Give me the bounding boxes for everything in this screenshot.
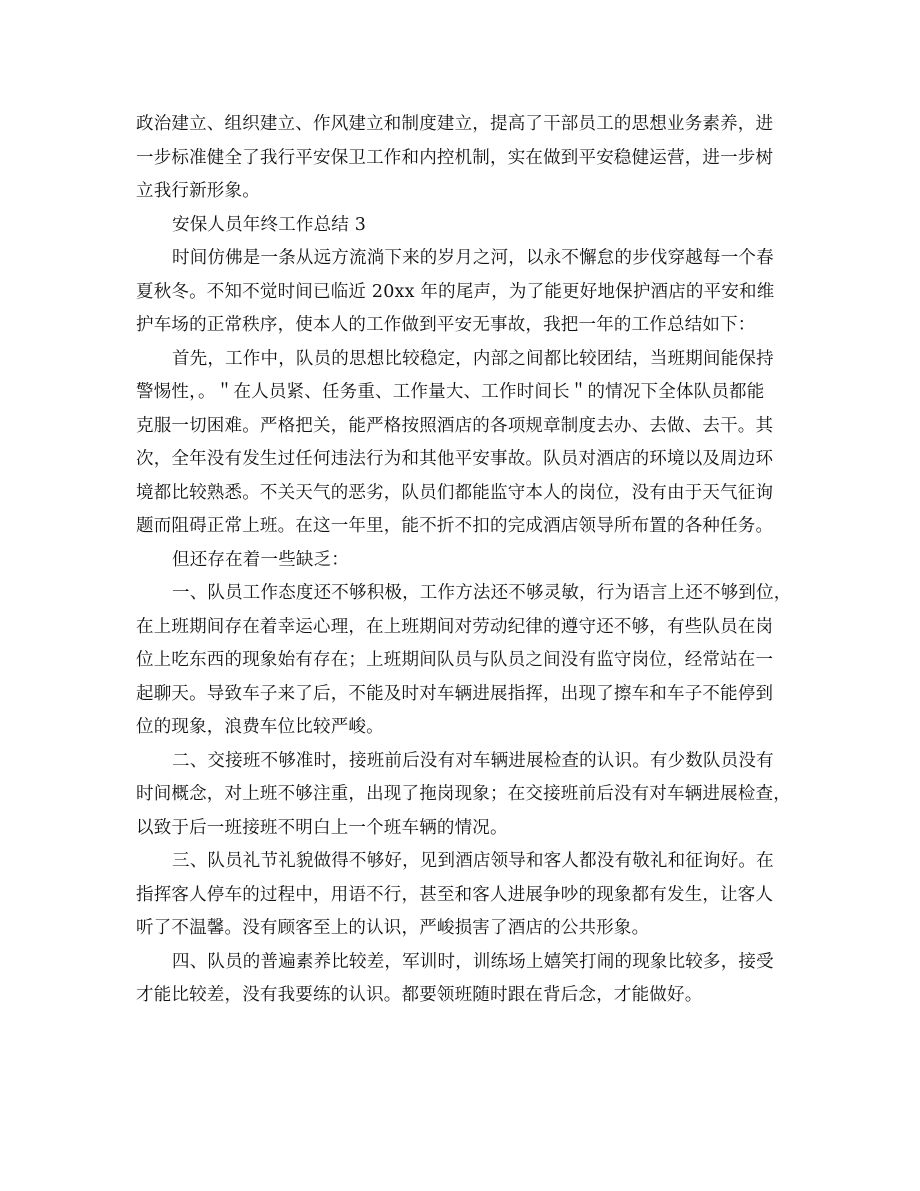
text-line: 境都比较熟悉。不关天气的恶劣，队员们都能监守本人的岗位，没有由于天气征询	[136, 482, 774, 503]
section-heading	[136, 209, 796, 243]
paragraph-3	[136, 544, 796, 578]
paragraph-5	[136, 745, 796, 846]
paragraph-6	[136, 845, 796, 946]
heading-text: 安保人员年终工作总结 3	[172, 214, 367, 235]
text-line: 位的现象，浪费车位比较严峻。	[136, 717, 384, 737]
paragraph-7	[136, 946, 796, 1013]
text-line: 二、交接班不够准时，接班前后没有对车辆进展检查的认识。有少数队员没有	[172, 750, 774, 771]
text-line: 时间仿佛是一条从远方流淌下来的岁月之河，以永不懈怠的步伐穿越每一个春	[172, 248, 774, 268]
text-line: 才能比较差，没有我要练的认识。都要领班随时跟在背后念，才能做好。	[136, 985, 703, 1005]
text-line: 一、队员工作态度还不够积极，工作方法还不够灵敏，行为语言上还不够到位，	[172, 583, 792, 603]
paragraph-1	[136, 242, 796, 343]
text-line: 首先，工作中，队员的思想比较稳定，内部之间都比较团结，当班期间能保持	[172, 348, 774, 369]
text-line: 立我行新形象。	[136, 181, 260, 201]
text-line: 护车场的正常秩序，使本人的工作做到平安无事故，我把一年的工作总结如下：	[136, 315, 756, 335]
text-line: 政治建立、组织建立、作风建立和制度建立，提高了干部员工的思想业务素养，进	[136, 114, 774, 134]
text-line: 但还存在着一些缺乏：	[172, 549, 349, 570]
text-line: 一步标准健全了我行平安保卫工作和内控机制，实在做到平安稳健运营，进一步树	[136, 147, 774, 168]
text-line: 次，全年没有发生过任何违法行为和其他平安事故。队员对酒店的环境以及周边环	[136, 449, 774, 469]
text-line: 位上吃东西的现象始有存在；上班期间队员与队员之间没有监守岗位，经常站在一	[136, 650, 774, 670]
paragraph-2	[136, 343, 796, 544]
text-line: 题而阻碍正常上班。在这一年里，能不折不扣的完成酒店领导所布置的各种任务。	[136, 516, 774, 536]
text-line: 起聊天。导致车子来了后，不能及时对车辆进展指挥，出现了擦车和车子不能停到	[136, 683, 774, 704]
text-line: 时间概念，对上班不够注重，出现了拖岗现象；在交接班前后没有对车辆进展检查，	[136, 784, 791, 804]
paragraph-4	[136, 577, 796, 745]
text-line: 在上班期间存在着幸运心理，在上班期间对劳动纪律的遵守还不够，有些队员在岗	[136, 616, 774, 637]
text-line: 四、队员的普遍素养比较差，军训时，训练场上嬉笑打闹的现象比较多，接受	[172, 951, 774, 972]
text-line: 指挥客人停车的过程中，用语不行，甚至和客人进展争吵的现象都有发生，让客人	[136, 884, 774, 905]
text-line: 三、队员礼节礼貌做得不够好，见到酒店领导和客人都没有敬礼和征询好。在	[172, 851, 774, 871]
text-line: 以致于后一班接班不明白上一个班车辆的情况。	[136, 817, 508, 838]
document-page	[136, 108, 796, 1013]
text-line: 夏秋冬。不知不觉时间已临近 20xx 年的尾声，为了能更好地保护酒店的平安和维	[136, 281, 775, 302]
text-line: 警惕性，。＂在人员紧、任务重、工作量大、工作时间长＂的情况下全体队员都能	[136, 382, 765, 402]
intro-paragraph	[136, 108, 796, 209]
text-line: 听了不温馨。没有顾客至上的认识，严峻损害了酒店的公共形象。	[136, 918, 650, 938]
text-line: 克服一切困难。严格把关，能严格按照酒店的各项规章制度去办、去做、去干。其	[136, 415, 774, 436]
